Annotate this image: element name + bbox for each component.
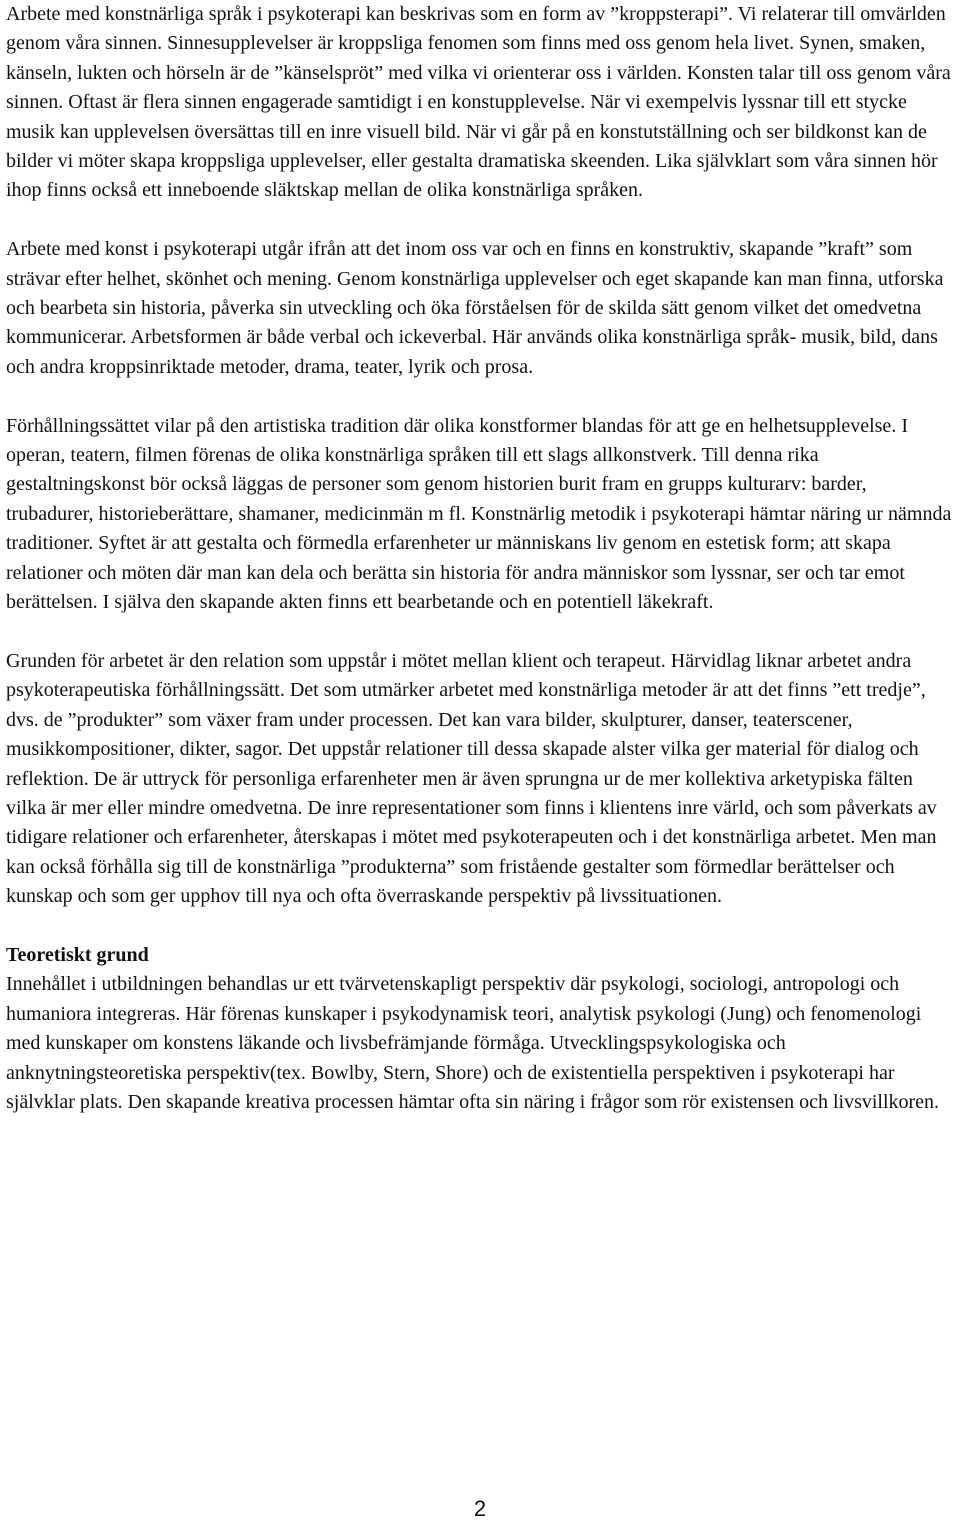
section-heading: Teoretiskt grund xyxy=(6,943,149,966)
paragraph-forhallningssattet: Förhållningssättet vilar på den artistiska tradition där olika konstformer blandas för att ge en helhetsupplevelse. I operan, teatern, filmen förenas de olika konstnärliga språken till ett slags allkonstverk. Till denna rika gestaltningskonst bör också läggas de personer som genom historien burit fram en grupps kulturarv: barder, trubadurer, historieberättare, shamaner, medicinmän m fl. Konstnärlig metodik i psykoterapi hämtar näring ur nämnda traditioner. Syftet är att gestalta och förmedla erfarenheter ur människans liv genom en estetisk form; att skapa relationer och möten där man kan dela och berätta sin historia för andra människor som lyssnar, ser och tar emot berättelsen. I själva den skapande akten finns ett bearbetande och en potentiell läkekraft. xyxy=(6,414,952,614)
paragraph-grunden: Grunden för arbetet är den relation som uppstår i mötet mellan klient och terapeut. Härvidlag liknar arbetet andra psykoterapeutiska förhållningssätt. Det som utmärker arbetet med konstnärliga metoder är att det finns ”ett tredje”, dvs. de ”produkter” som växer fram under processen. Det kan vara bilder, skulpturer, danser, teaterscener, musikkompositioner, dikter, sagor. Det uppstår relationer till dessa skapade alster vilka ger material för dialog och reflektion. De är uttryck för personliga erfarenheter men är även sprungna ur de mer kollektiva arketypiska fälten vilka är mer eller mindre omedvetna. De inre representationer som finns i klientens inre värld, och som påverkats av tidigare relationer och erfarenheter, återskapas i mötet med psykoterapeuten och i det konstnärliga arbetet. Men man kan också förhålla sig till de konstnärliga ”produkterna” som fristående gestalter som förmedlar berättelser och kunskap och som ger upphov till nya och ofta överraskande perspektiv på livssituationen. xyxy=(6,649,937,908)
paragraph-teoretiskt-grund: Innehållet i utbildningen behandlas ur ett tvärvetenskapligt perspektiv där psykologi, sociologi, antropologi och humaniora integreras. Här förenas kunskaper i psykodynamisk teori, analytisk psykologi (Jung) och fenomenologi med kunskaper om konstens läkande och livsbefrämjande förmåga. Utvecklingspsykologiska och anknytningsteoretiska perspektiv(tex. Bowlby, Stern, Shore) och de existentiella perspektiven i psykoterapi har självklar plats. Den skapande kreativa processen hämtar ofta sin näring i frågor som rör existensen och livsvillkoren. xyxy=(6,973,940,1113)
document-page xyxy=(6,0,956,1147)
paragraph-konst-i-psykoterapi: Arbete med konst i psykoterapi utgår ifrån att det inom oss var och en finns en konstruktiv, skapande ”kraft” som strävar efter helhet, skönhet och mening. Genom konstnärliga upplevelser och eget skapande kan man finna, utforska och bearbeta sin historia, påverka sin utveckling och öka förståelsen för de skilda sätt genom vilket det omedvetna kommunicerar. Arbetsformen är både verbal och ickeverbal. Här används olika konstnärliga språk- musik, bild, dans och andra kroppsinriktade metoder, drama, teater, lyrik och prosa. xyxy=(6,238,944,378)
page-number: 2 xyxy=(473,1496,487,1521)
paragraph-kroppsterapi: Arbete med konstnärliga språk i psykoterapi kan beskrivas som en form av ”kroppsterapi”. Vi relaterar till omvärlden genom våra sinnen. Sinnesupplevelser är kroppsliga fenomen som finns med oss genom hela livet. Synen, smaken, känseln, lukten och hörseln är de ”känselspröt” med vilka vi orienterar oss i världen. Konsten talar till oss genom våra sinnen. Oftast är flera sinnen engagerade samtidigt i en konstupplevelse. När vi exempelvis lyssnar till ett stycke musik kan upplevelsen översättas till en inre visuell bild. När vi går på en konstutställning och ser bildkonst kan de bilder vi möter skapa kroppsliga upplevelser, eller gestalta dramatiska skeenden. Lika självklart som våra sinnen hör ihop finns också ett inneboende släktskap mellan de olika konstnärliga språken. xyxy=(6,3,951,202)
